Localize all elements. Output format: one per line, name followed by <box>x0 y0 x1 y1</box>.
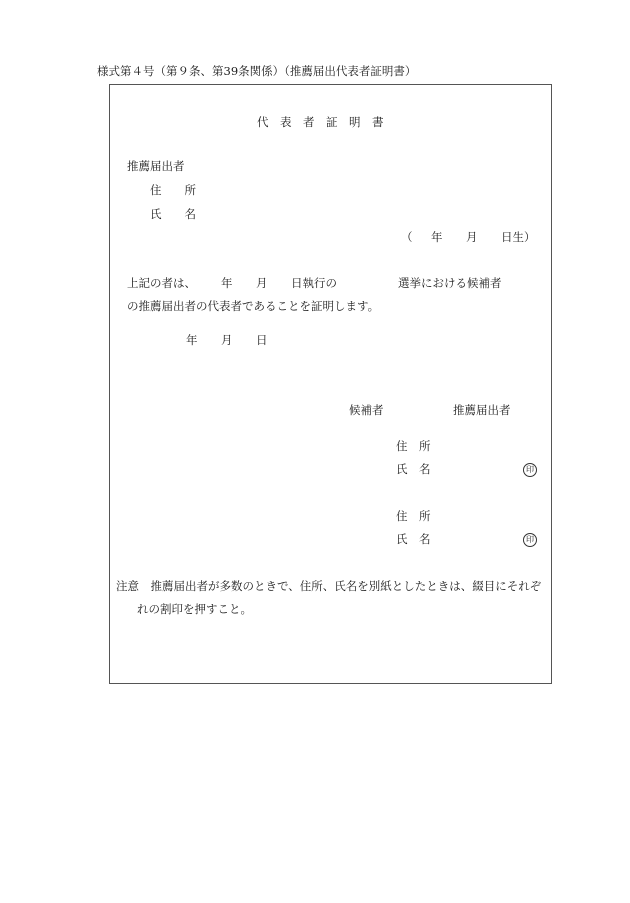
note-line1: 注意 推薦届出者が多数のときで、住所、氏名を別紙としたときは、綴目にそれぞ <box>116 579 542 593</box>
date-month-label: 月 <box>221 333 233 347</box>
applicant-address-label: 住 所 <box>150 183 196 197</box>
form-number-header: 様式第４号（第９条、第39条関係）（推薦届出代表者証明書） <box>97 64 417 78</box>
statement-election: 選挙における候補者 <box>398 276 502 290</box>
note-line2: れの割印を押すこと。 <box>137 602 252 616</box>
document-title: 代 表 者 証 明 書 <box>257 115 384 129</box>
signer-address-label: 住 所 <box>396 439 431 453</box>
statement-year: 年 <box>221 276 233 290</box>
seal-mark <box>523 533 537 547</box>
date-year-label: 年 <box>186 333 198 347</box>
statement-day-exec: 日執行の <box>291 276 337 290</box>
signer-name-label: 氏 名 <box>396 532 431 546</box>
statement-month: 月 <box>256 276 268 290</box>
applicant-heading: 推薦届出者 <box>127 159 185 173</box>
statement-line2: の推薦届出者の代表者であることを証明します。 <box>127 299 380 313</box>
seal-mark <box>523 463 537 477</box>
birth-month-label: 月 <box>466 230 478 244</box>
seal-icon: 印 <box>523 533 537 547</box>
applicant-name-label: 氏 名 <box>150 207 196 221</box>
certificate-frame <box>109 84 552 684</box>
seal-icon: 印 <box>523 463 537 477</box>
signer-address-label: 住 所 <box>396 509 431 523</box>
statement-prefix: 上記の者は、 <box>127 276 196 290</box>
date-day-label: 日 <box>256 333 268 347</box>
birth-year-label: 年 <box>431 230 443 244</box>
nominator-label: 推薦届出者 <box>453 403 511 417</box>
candidate-label: 候補者 <box>349 403 384 417</box>
birth-day-label: 日生） <box>501 230 536 244</box>
signer-name-label: 氏 名 <box>396 462 431 476</box>
birth-open-paren: （ <box>401 230 413 244</box>
